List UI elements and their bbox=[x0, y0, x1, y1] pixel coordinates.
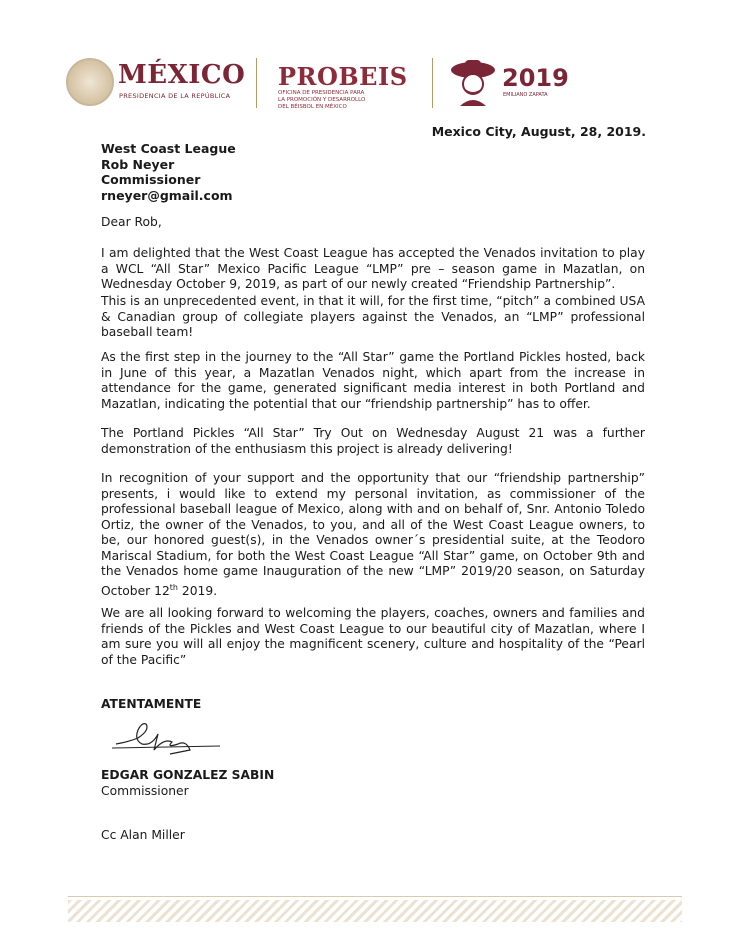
mexico-coat-of-arms-icon bbox=[66, 58, 114, 106]
paragraph-first-step: As the first step in the journey to the “All Star” game the Portland Pickles hosted, back in June of this year, a Mazatlan Venados night, which apart from the increase in attendance for the game, generated significant media interest in both Portland and Mazatlan, indicating the potential that our “friendship partnership” has to offer. bbox=[101, 350, 645, 411]
recipient-org: West Coast League bbox=[101, 141, 236, 156]
year-logo-text: 2019 bbox=[502, 64, 569, 92]
year-logo-subtitle: EMILIANO ZAPATA bbox=[503, 92, 548, 98]
signer-title: Commissioner bbox=[101, 784, 189, 798]
recipient-title: Commissioner bbox=[101, 172, 201, 187]
letter-date: Mexico City, August, 28, 2019. bbox=[431, 124, 646, 139]
paragraph-recognition bbox=[101, 471, 645, 599]
signer-name: EDGAR GONZALEZ SABIN bbox=[101, 768, 275, 782]
recipient-name: Rob Neyer bbox=[101, 156, 175, 172]
signature-image bbox=[108, 720, 228, 760]
carbon-copy: Cc Alan Miller bbox=[101, 828, 185, 842]
recipient-email: rneyer@gmail.com bbox=[101, 187, 233, 203]
salutation: Dear Rob, bbox=[101, 215, 162, 229]
government-logo-subtitle: PRESIDENCIA DE LA REPÚBLICA bbox=[119, 92, 231, 100]
paragraph-recognition-year: 2019. bbox=[178, 583, 218, 598]
closing: ATENTAMENTE bbox=[101, 697, 202, 711]
paragraph-looking-forward: We are all looking forward to welcoming the players, coaches, owners and families and friends of the Pickles and West Coast League to our beautiful city of Mazatlan, where I am sure you will all enjoy the magnificent scenery, culture and hospitality of the “Pearl of the Pacific” bbox=[101, 606, 645, 667]
zapata-portrait-icon bbox=[450, 56, 496, 106]
paragraph-recognition-text: In recognition of your support and the opportunity that our “friendship partnership” presents, i would like to extend my personal invitation, as commissioner of the professional baseball league of Mexico, along with and on behalf of, Snr. Antonio Toledo Ortiz, the owner of the Venados, to you, and all of the West Coast League owners, to be, our honored guest(s), in the Venados owner´s presidential suite, at the Teodoro Mariscal Stadium, for both the West Coast League “All Star” game, on October 9th and the Venados home game Inauguration of the new “LMP” 2019/20 season, on Saturday October 12 bbox=[101, 471, 645, 598]
ordinal-suffix: th bbox=[169, 582, 178, 592]
paragraph-invitation: I am delighted that the West Coast League has accepted the Venados invitation to play a WCL “All Star” Mexico Pacific League “LMP” pre – season game in Mazatlan, on Wednesday October 9, 2019, as part of our newly created “Friendship Partnership”. bbox=[101, 246, 645, 291]
paragraph-unprecedented-event: This is an unprecedented event, in that it will, for the first time, “pitch” a combined USA & Canadian group of collegiate players against the Venados, an “LMP” professional baseball team! bbox=[101, 294, 645, 339]
letterhead-divider bbox=[256, 58, 257, 108]
footer-ornament bbox=[68, 900, 682, 922]
letterhead bbox=[66, 52, 626, 114]
letterhead-divider bbox=[432, 58, 433, 108]
government-logo-text: MÉXICO bbox=[118, 60, 246, 90]
recipient-address bbox=[101, 141, 236, 203]
probeis-logo-subtitle: OFICINA DE PRESIDENCIA PARA LA PROMOCIÓN Y DESARROLLO DEL BÉISBOL EN MÉXICO bbox=[278, 90, 366, 110]
footer-divider bbox=[68, 896, 682, 897]
paragraph-try-out: The Portland Pickles “All Star” Try Out on Wednesday August 21 was a further demonstration of the enthusiasm this project is already delivering! bbox=[101, 426, 645, 456]
probeis-logo-text: PROBEIS bbox=[278, 62, 408, 91]
